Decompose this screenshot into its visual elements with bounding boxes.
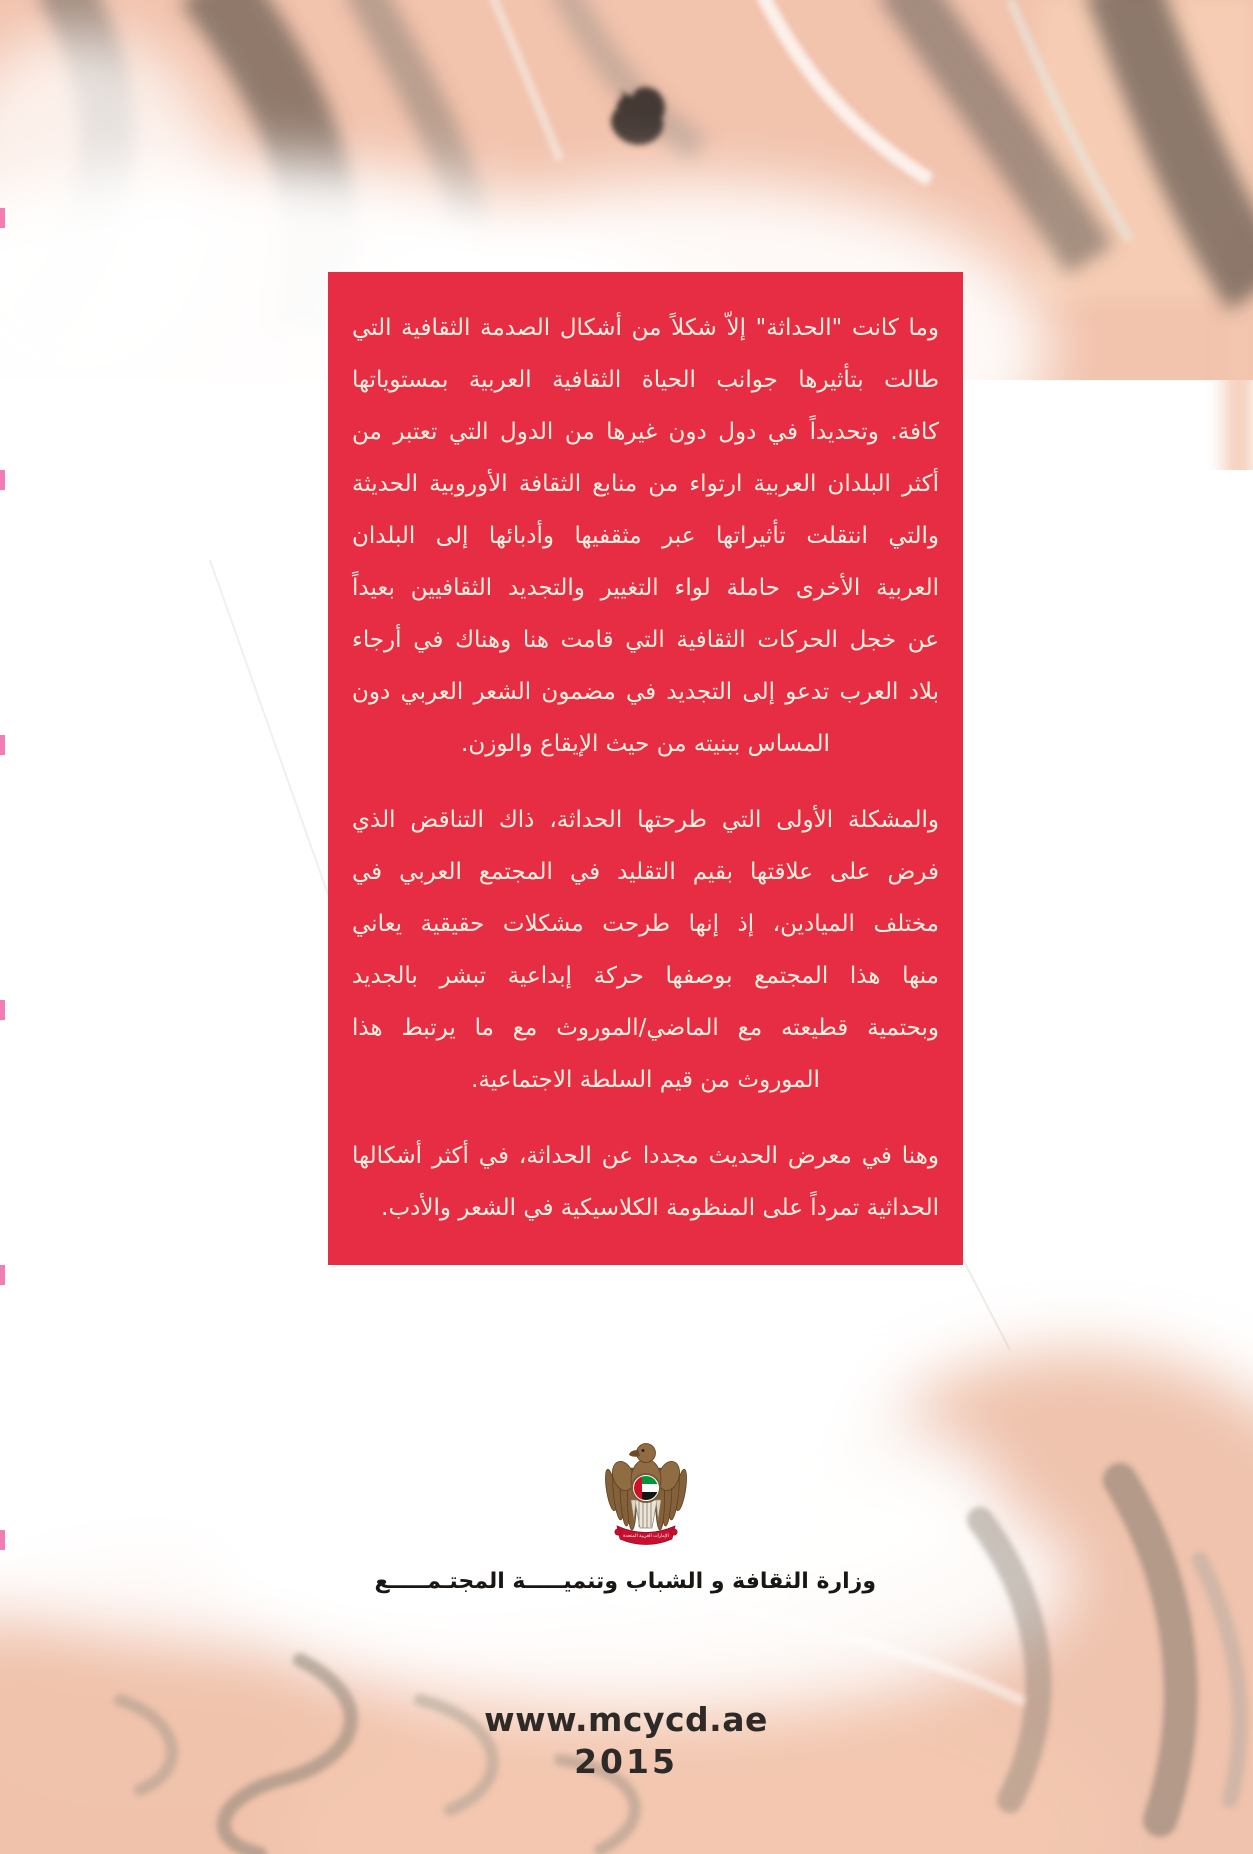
paragraph-line: عن خجل الحركات الثقافية التي قامت هنا وهناك في أرجاء (352, 627, 939, 653)
paragraph-line: كافة. وتحديداً في دول دون غيرها من الدول التي تعتبر من (352, 419, 939, 445)
paragraph-line: أكثر البلدان العربية ارتواء من منابع الثقافة الأوروبية الحديثة (352, 471, 939, 497)
paragraph-2 (352, 794, 939, 1106)
paragraph-3 (352, 1130, 939, 1234)
uae-falcon-emblem (598, 1438, 694, 1546)
paragraph-line: الموروث من قيم السلطة الاجتماعية. (471, 1067, 820, 1093)
ministry-name: وزارة الثقافة و الشباب وتنميـــــة المجتـمـــــع (374, 1569, 876, 1594)
paragraph-line: العربية الأخرى حاملة لواء التغيير والتجديد الثقافيين بعيداً (352, 575, 939, 601)
paragraph-line: وبحتمية قطيعته مع الماضي/الموروث مع ما يرتبط هذا (352, 1015, 939, 1041)
paragraph-line: وما كانت "الحداثة" إلاّ شكلاً من أشكال الصدمة الثقافية التي (352, 315, 939, 341)
emblem-banner (615, 1526, 677, 1545)
emblem-banner-text: الإمارات العربية المتحدة (623, 1534, 669, 1539)
paragraph-line: فرض على علاقتها بقيم التقليد في المجتمع العربي في (352, 859, 939, 885)
paragraph-line: بلاد العرب تدعو إلى التجديد في مضمون الشعر العربي دون (352, 679, 939, 705)
uae-flag-disc (632, 1474, 660, 1502)
publication-year: 2015 (574, 1742, 678, 1781)
paragraph-line: المساس ببنيته من حيث الإيقاع والوزن. (461, 731, 830, 757)
paragraph-line: وهنا في معرض الحديث مجددا عن الحداثة، في أكثر أشكالها (352, 1143, 939, 1169)
paragraph-line: مختلف الميادين، إذ إنها طرحت مشكلات حقيقية يعاني (352, 911, 939, 937)
paragraph-line: طالت بتأثيرها جوانب الحياة الثقافية العربية بمستوياتها (352, 367, 939, 393)
falcon-eye (642, 1449, 645, 1452)
website-url: www.mcycd.ae (484, 1700, 768, 1739)
back-cover-blurb-panel (328, 272, 963, 1265)
paragraph-line: منها هذا المجتمع بوصفها حركة إبداعية تبشر بالجديد (352, 963, 939, 989)
paragraph-line: والمشكلة الأولى التي طرحتها الحداثة، ذاك التناقض الذي (352, 807, 939, 833)
paragraph-line: والتي انتقلت تأثيراتها عبر مثقفيها وأدبائها إلى البلدان (352, 523, 939, 549)
paragraph-1 (352, 302, 939, 770)
paragraph-line: الحداثية تمرداً على المنظومة الكلاسيكية في الشعر والأدب. (381, 1195, 939, 1221)
